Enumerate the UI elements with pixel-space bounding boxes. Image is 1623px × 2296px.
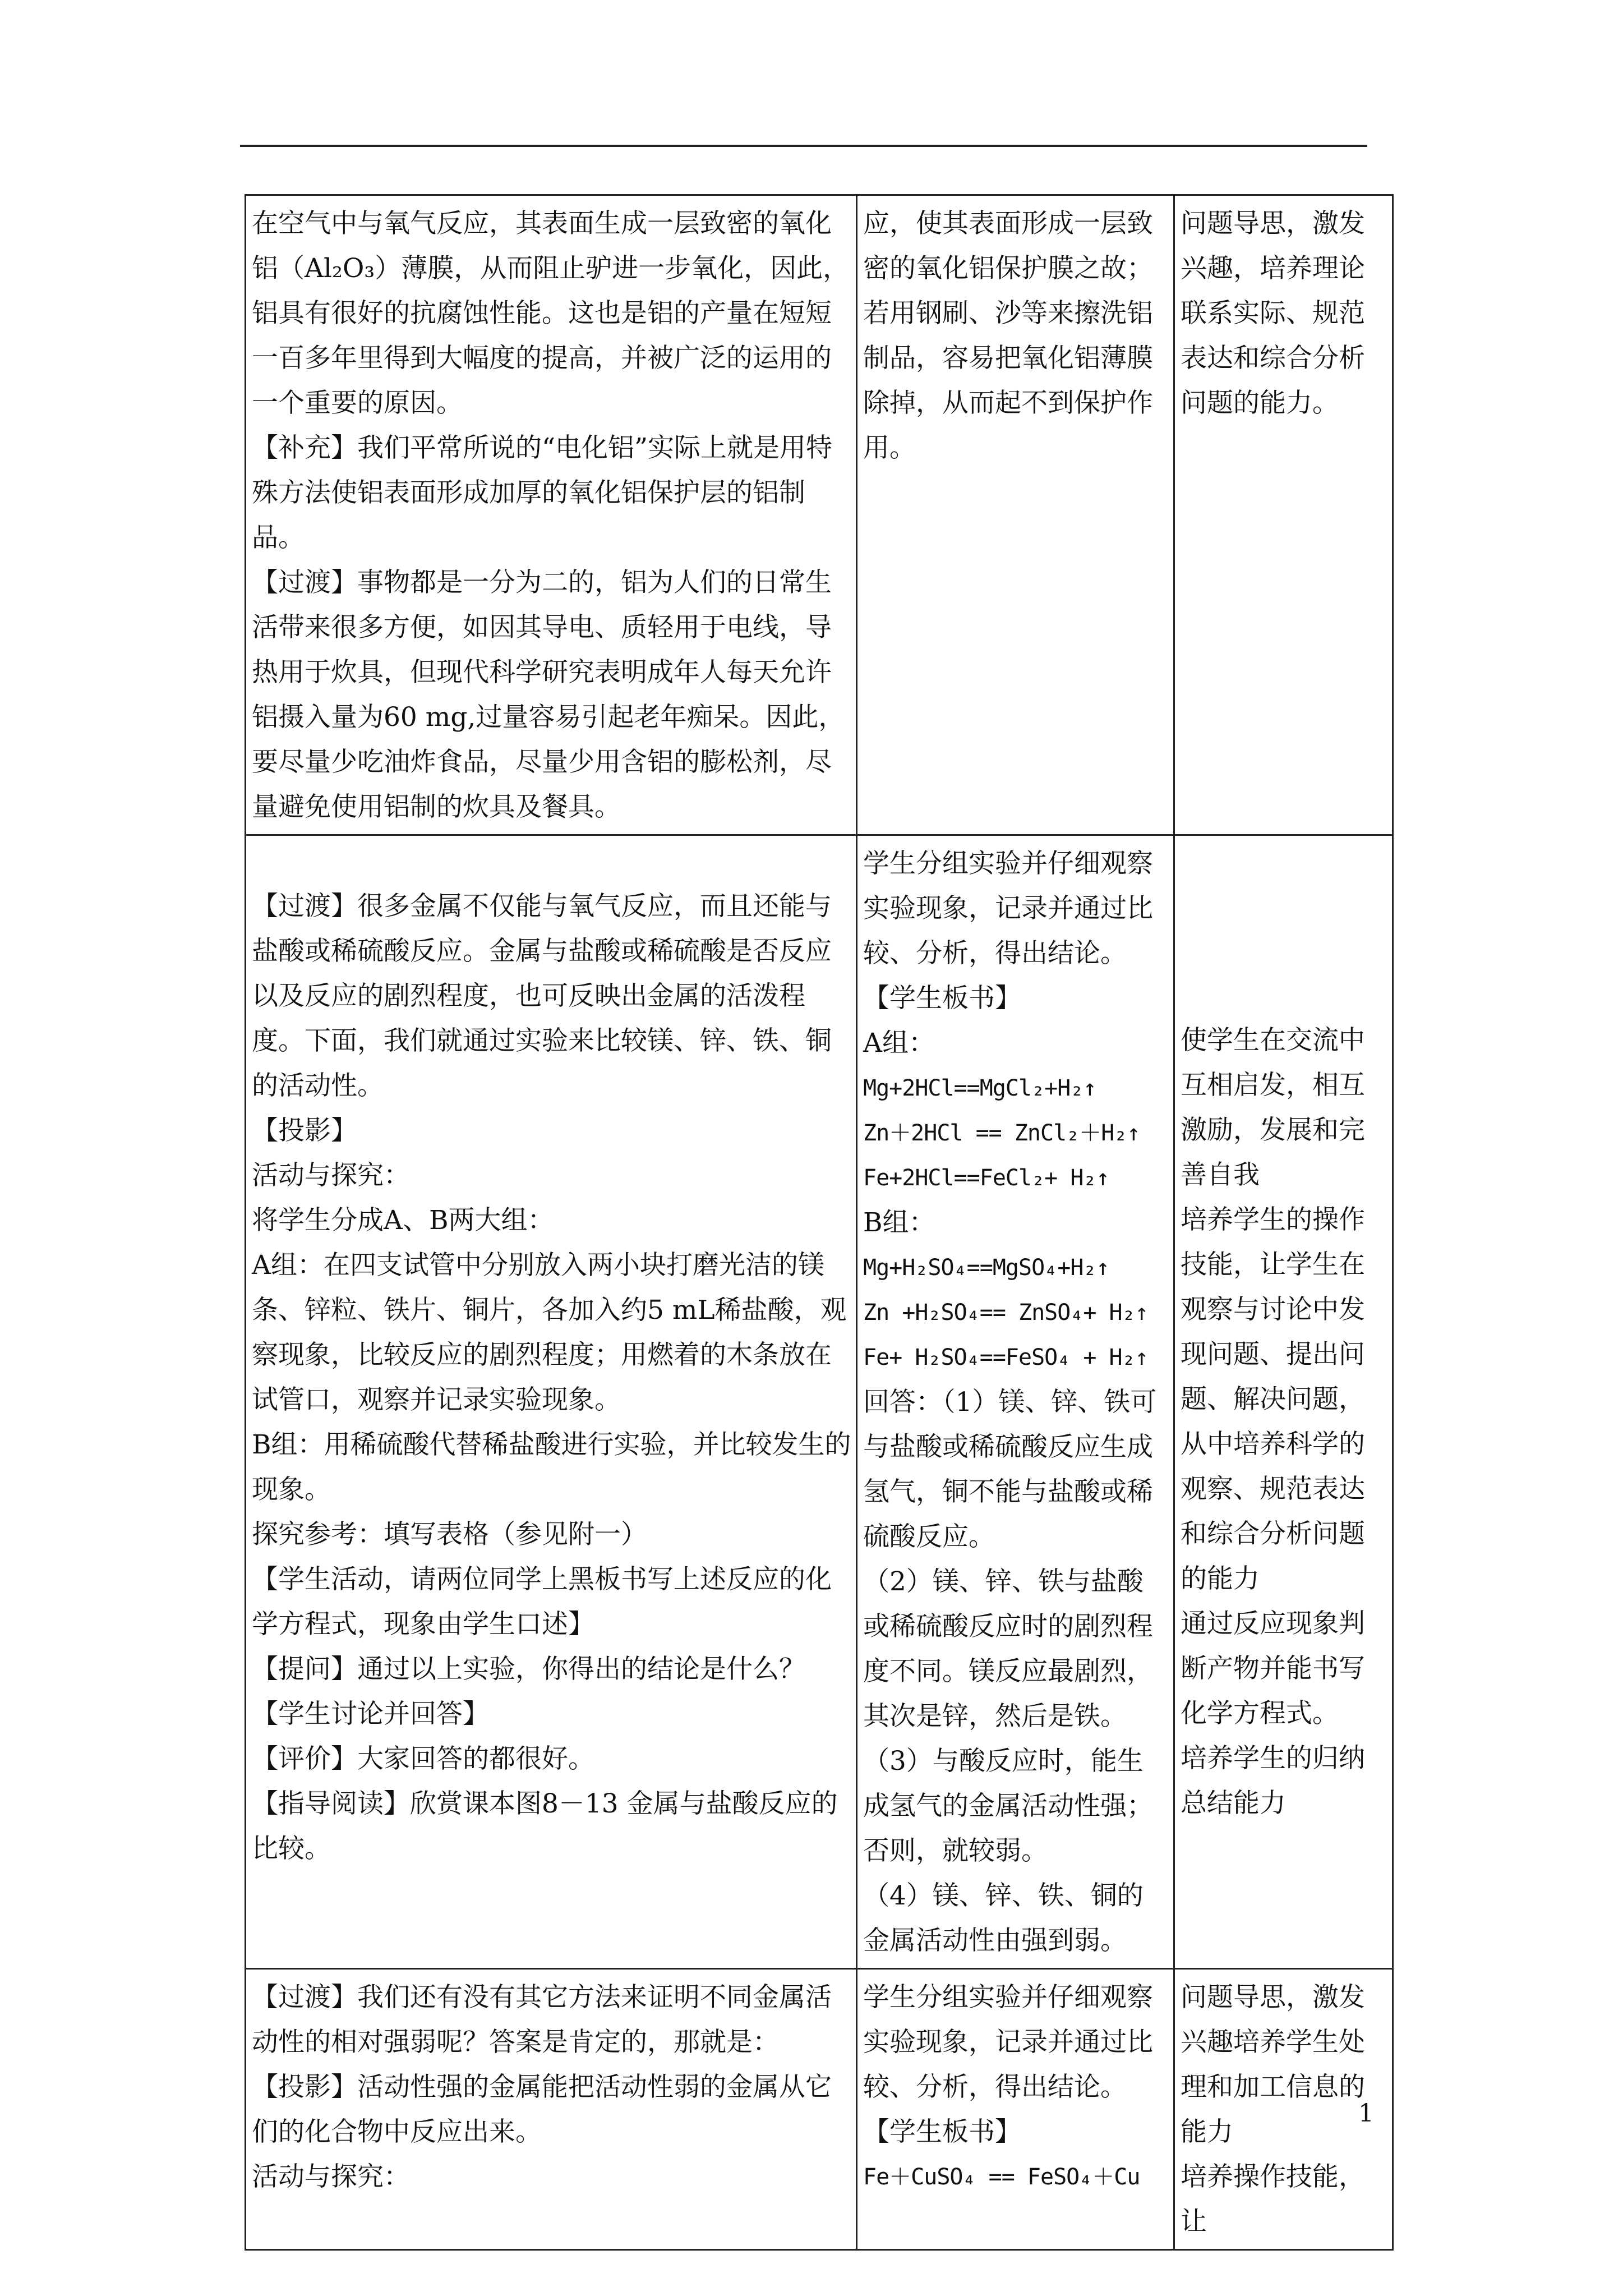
paragraph: 活动与探究： (252, 1160, 410, 1191)
paragraph: 【投影】活动性强的金属能把活动性弱的金属从它们的化合物中反应出来。 (252, 2072, 832, 2147)
design-intent-cell (1174, 835, 1393, 1969)
paragraph: 问题导思，激发兴趣，培养理论联系实际、规范表达和综合分析问题的能力。 (1181, 208, 1365, 418)
equation: Zn＋2HCl == ZnCl₂＋H₂↑ (863, 1120, 1140, 1146)
paragraph: 在空气中与氧气反应，其表面生成一层致密的氧化铝（Al₂O₃）薄膜，从而阻止驴进一步氧化，因此，铝具有很好的抗腐蚀性能。这也是铝的产量在短短一百多年里得到大幅度的提高，并被广泛的运用的一个重要的原因。 (252, 208, 850, 418)
table-row (246, 1969, 1393, 2250)
paragraph: （2）镁、锌、铁与盐酸或稀硫酸反应时的剧烈程度不同。镁反应最剧烈，其次是锌，然后是铁。 (863, 1566, 1153, 1732)
paragraph: 【学生讨论并回答】 (252, 1699, 489, 1729)
lesson-plan-table (245, 194, 1394, 2251)
paragraph: A组： (863, 1028, 935, 1059)
paragraph: 【学生板书】 (863, 2116, 1021, 2147)
teacher-activity-cell (246, 1969, 857, 2250)
paragraph: 【评价】大家回答的都很好。 (252, 1743, 594, 1774)
header-rule (240, 145, 1367, 147)
equation: Fe+2HCl==FeCl₂+ H₂↑ (863, 1165, 1109, 1191)
design-intent-cell (1174, 195, 1393, 835)
paragraph: 学生分组实验并仔细观察实验现象，记录并通过比较、分析，得出结论。 (863, 1982, 1153, 2102)
equation: Fe＋CuSO₄ == FeSO₄＋Cu (863, 2164, 1140, 2190)
paragraph: 活动与探究： (252, 2161, 410, 2192)
equation: Fe+ H₂SO₄==FeSO₄ + H₂↑ (863, 1345, 1148, 1370)
paragraph: 学生分组实验并仔细观察实验现象，记录并通过比较、分析，得出结论。 (863, 848, 1153, 969)
paragraph: 问题导思，激发兴趣培养学生处理和加工信息的能力 (1181, 1982, 1365, 2147)
paragraph: 【指导阅读】欣赏课本图8－13 金属与盐酸反应的比较。 (252, 1788, 838, 1864)
teacher-activity-cell (246, 195, 857, 835)
paragraph: 【学生板书】 (863, 983, 1021, 1014)
paragraph: 将学生分成A、B两大组： (252, 1205, 554, 1236)
paragraph: B组：用稀硫酸代替稀盐酸进行实验，并比较发生的现象。 (252, 1429, 851, 1505)
student-activity-cell (857, 195, 1174, 835)
paragraph: 【过渡】我们还有没有其它方法来证明不同金属活动性的相对强弱呢？答案是肯定的，那就是： (252, 1982, 832, 2058)
paragraph: 培养学生的操作技能，让学生在观察与讨论中发现问题、提出问题、解决问题，从中培养科学的观察、规范表达和综合分析问题的能力 (1181, 1204, 1365, 1594)
teacher-activity-cell (246, 835, 857, 1969)
paragraph: 应，使其表面形成一层致密的氧化铝保护膜之故；若用钢刷、沙等来擦洗铝制品，容易把氧化铝薄膜除掉，从而起不到保护作用。 (863, 208, 1153, 463)
paragraph: 【投影】 (252, 1115, 357, 1146)
table-row (246, 835, 1393, 1969)
student-activity-cell (857, 835, 1174, 1969)
equation: Mg+2HCl==MgCl₂+H₂↑ (863, 1075, 1096, 1101)
paragraph: A组：在四支试管中分别放入两小块打磨光洁的镁条、锌粒、铁片、铜片，各加入约5 mL稀盐酸，观察现象，比较反应的剧烈程度；用燃着的木条放在试管口，观察并记录实验现象。 (252, 1250, 847, 1415)
student-activity-cell (857, 1969, 1174, 2250)
paragraph: 使学生在交流中互相启发，相互激励，发展和完善自我 (1181, 1025, 1365, 1190)
paragraph: 【学生活动，请两位同学上黑板书写上述反应的化学方程式，现象由学生口述】 (252, 1564, 832, 1640)
equation: Zn +H₂SO₄== ZnSO₄+ H₂↑ (863, 1300, 1148, 1326)
paragraph: 【过渡】很多金属不仅能与氧气反应，而且还能与盐酸或稀硫酸反应。金属与盐酸或稀硫酸是否反应以及反应的剧烈程度，也可反映出金属的活泼程度。下面，我们就通过实验来比较镁、锌、铁、铜的活动性。 (252, 891, 832, 1101)
paragraph: 回答：（1）镁、锌、铁可与盐酸或稀硫酸反应生成氢气，铜不能与盐酸或稀硫酸反应。 (863, 1387, 1157, 1552)
paragraph: 【提问】通过以上实验，你得出的结论是什么？ (252, 1654, 805, 1685)
paragraph: 培养学生的归纳总结能力 (1181, 1743, 1365, 1819)
paragraph: B组： (863, 1207, 935, 1238)
equation: Mg+H₂SO₄==MgSO₄+H₂↑ (863, 1255, 1109, 1281)
paragraph: （4）镁、锌、铁、铜的金属活动性由强到弱。 (863, 1880, 1144, 1956)
paragraph: 【补充】我们平常所说的“电化铝”实际上就是用特殊方法使铝表面形成加厚的氧化铝保护层的铝制品。 (252, 432, 833, 553)
paragraph: 探究参考：填写表格（参见附一） (252, 1519, 647, 1550)
paragraph: 培养操作技能，让 (1181, 2161, 1365, 2237)
paragraph: 通过反应现象判断产物并能书写化学方程式。 (1181, 1608, 1365, 1729)
paragraph: （3）与酸反应时，能生成氢气的金属活动性强；否则，就较弱。 (863, 1746, 1153, 1866)
page-number: 1 (1358, 2099, 1374, 2128)
table-row (246, 195, 1393, 835)
paragraph: 【过渡】事物都是一分为二的，铝为人们的日常生活带来很多方便，如因其导电、质轻用于电线，导热用于炊具，但现代科学研究表明成年人每天允许铝摄入量为60 mg,过量容易引起老年痴呆。因此，要尽量少吃油炸食品，尽量少用含铝的膨松剂，尽量避免使用铝制的炊具及餐具。 (252, 567, 845, 822)
